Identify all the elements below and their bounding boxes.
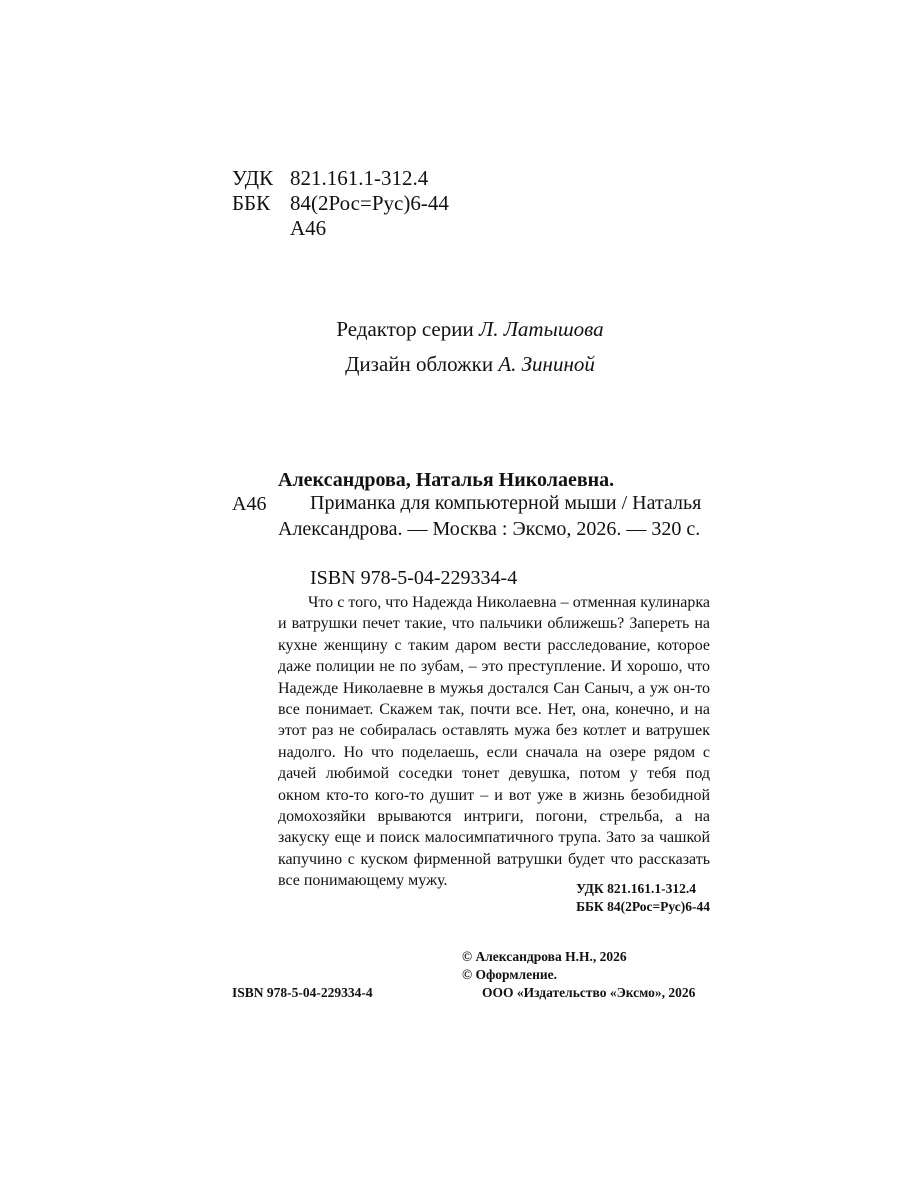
series-editor-credit bbox=[230, 316, 710, 342]
bibliographic-title-text: Приманка для компьютерной мыши / Наталья Александрова. — Москва : Эксмо, 2026. — 320 с. bbox=[278, 492, 702, 540]
editor-prefix: Редактор серии bbox=[336, 317, 474, 341]
bbk-row bbox=[232, 191, 449, 216]
editor-name: Л. Латышова bbox=[478, 317, 604, 341]
annotation-text: Что с того, что Надежда Николаевна – отменная кулинарка и ватрушки печет такие, что пальчики оближешь? Запереть на кухне женщину с таким даром вести расследование, которое даже полиции не по зубам, – это преступление. И хорошо, что Надежде Николаевне в мужья достался Сан Саныч, а уж он-то все понимает. Скажем так, почти все. Нет, она, конечно, и на этот раз не собиралась оставлять мужа без котлет и ватрушек надолго. Но что поделаешь, если сначала на озере рядом с дачей любимой соседки тонет девушка, потом у тебя под окном кто-то кого-то душит – и вот уже в жизнь безобидной домохозяйки врываются интриги, погони, стрельба, а на закуску еще и поиск малосимпатичного трупа. Зато за чашкой капучино с куском фирменной ватрушки будет что рассказать все понимающему мужу. bbox=[278, 594, 710, 890]
classification-block bbox=[232, 166, 449, 241]
bibliographic-code: А46 bbox=[232, 493, 267, 515]
author-sign-row bbox=[232, 216, 449, 241]
bottom-udk: УДК 821.161.1-312.4 bbox=[576, 881, 696, 896]
udk-label: УДК bbox=[232, 166, 274, 190]
bibliographic-author: Александрова, Наталья Николаевна. bbox=[278, 469, 615, 491]
bibliographic-isbn: ISBN 978-5-04-229334-4 bbox=[310, 567, 518, 589]
udk-value: 821.161.1-312.4 bbox=[290, 166, 429, 190]
copyright-publisher: ООО «Издательство «Эксмо», 2026 bbox=[482, 985, 696, 1000]
designer-name: А. Зининой bbox=[498, 352, 595, 376]
udk-row bbox=[232, 166, 449, 191]
copyright-author: © Александрова Н.Н., 2026 bbox=[462, 949, 627, 964]
bbk-value: 84(2Рос=Рус)6-44 bbox=[290, 191, 449, 215]
bibliographic-title bbox=[278, 490, 710, 542]
bottom-isbn: ISBN 978-5-04-229334-4 bbox=[232, 985, 373, 1000]
copyright-design: © Оформление. bbox=[462, 967, 558, 982]
bbk-label: ББК bbox=[232, 191, 271, 215]
copyright-block bbox=[462, 948, 695, 1002]
bottom-bbk: ББК 84(2Рос=Рус)6-44 bbox=[576, 899, 710, 914]
designer-prefix: Дизайн обложки bbox=[345, 352, 494, 376]
cover-designer-credit bbox=[230, 351, 710, 377]
author-sign: А46 bbox=[290, 216, 327, 240]
bottom-classification bbox=[576, 880, 710, 916]
